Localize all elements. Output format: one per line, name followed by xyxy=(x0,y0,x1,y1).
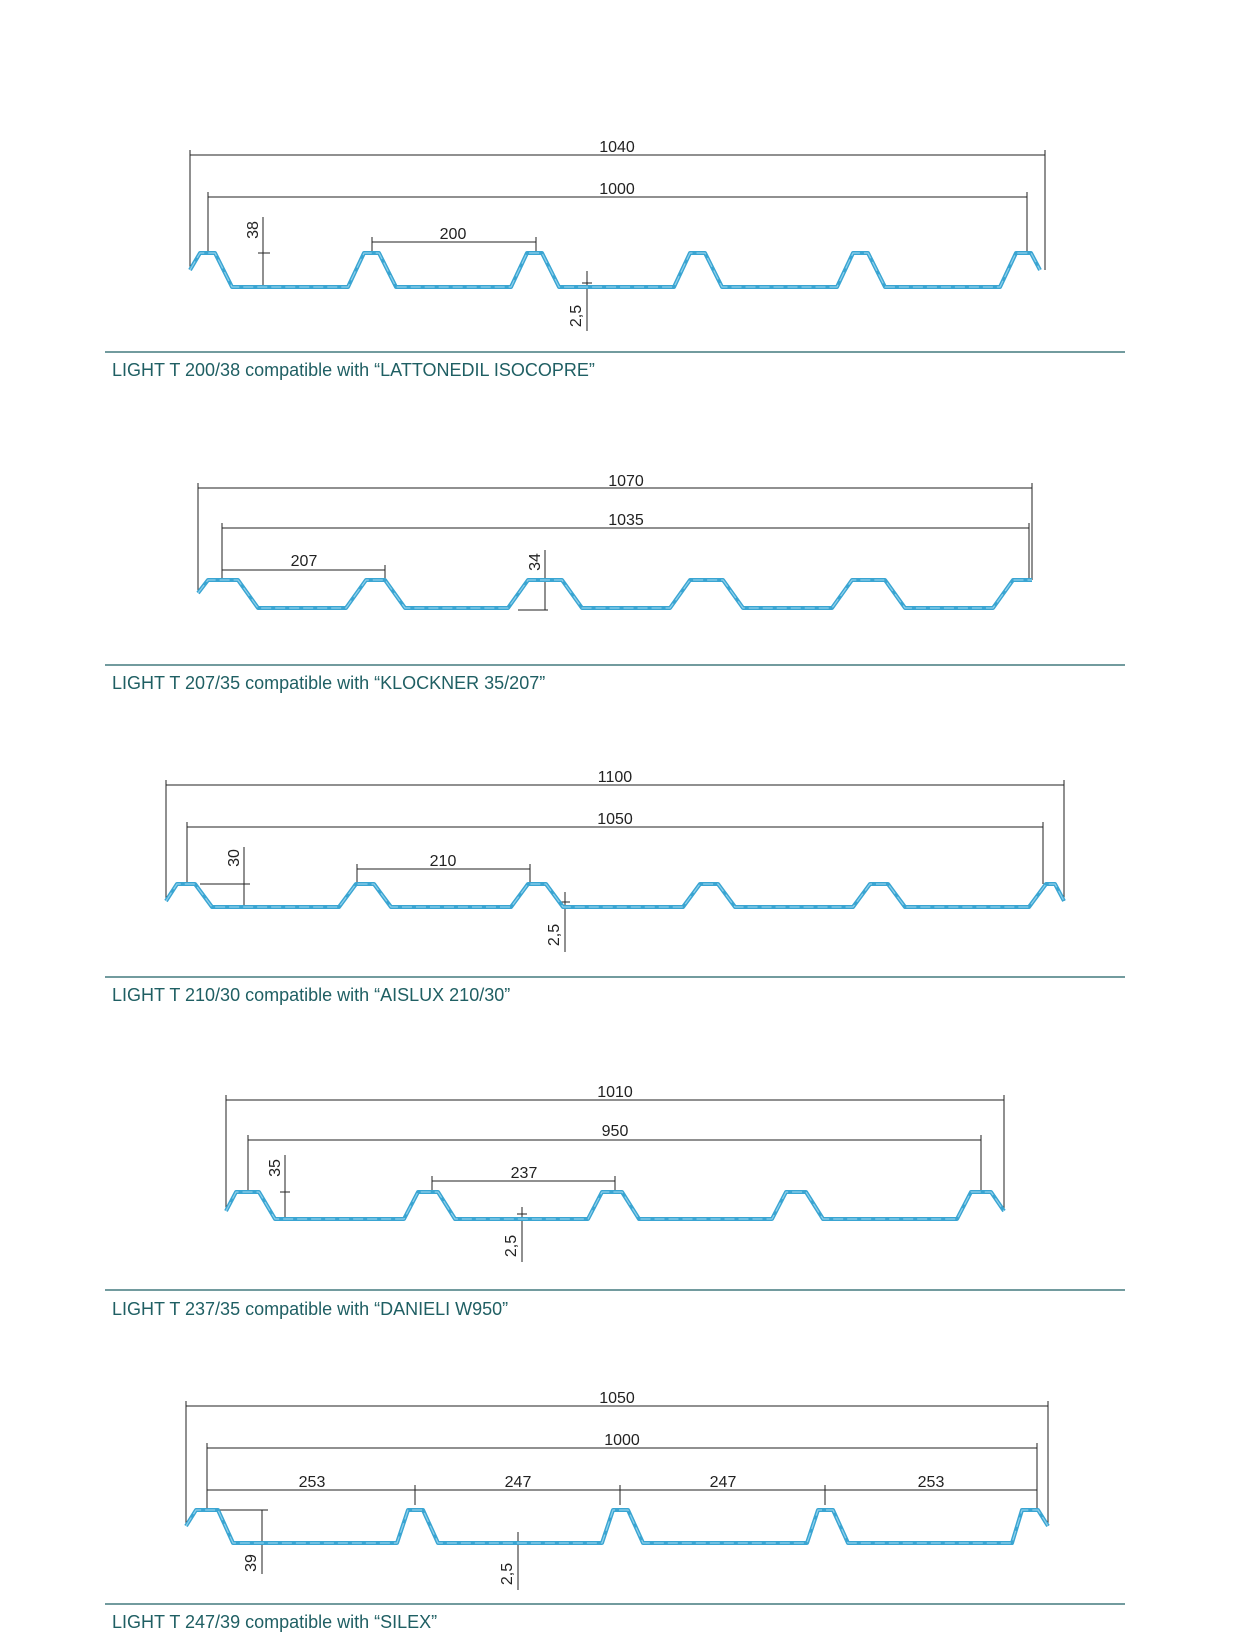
profile-5-sheet xyxy=(186,1510,1048,1543)
profile-4 xyxy=(105,1084,1125,1319)
profile-1-sheet xyxy=(190,253,1040,287)
profile-5-covering-width: 1000 xyxy=(604,1432,640,1449)
profile-2-rib-height: 34 xyxy=(527,553,544,571)
profile-2-total-width: 1070 xyxy=(608,473,644,490)
profile-3 xyxy=(105,769,1125,1005)
profile-2-sheet xyxy=(198,580,1032,608)
profile-5-rib-height: 39 xyxy=(243,1554,260,1572)
profile-3-sheet xyxy=(166,884,1064,907)
profile-2-dimension-lines xyxy=(198,483,1032,610)
profile-5-caption: LIGHT T 247/39 compatible with “SILEX” xyxy=(112,1612,438,1632)
profile-3-caption: LIGHT T 210/30 compatible with “AISLUX 210/30” xyxy=(112,985,511,1005)
profile-4-covering-width: 950 xyxy=(601,1123,629,1140)
profile-1-rib-height: 38 xyxy=(245,221,262,239)
profile-1-rib-pitch: 200 xyxy=(439,226,467,243)
profile-1-covering-width: 1000 xyxy=(599,181,635,198)
profile-4-total-width: 1010 xyxy=(597,1084,633,1101)
profile-5-spacing-1: 253 xyxy=(298,1474,326,1491)
profile-5-spacing-3: 247 xyxy=(709,1474,737,1491)
profile-1-dimension-lines xyxy=(190,150,1045,331)
profile-5-spacing-4: 253 xyxy=(917,1474,945,1491)
profile-1 xyxy=(105,139,1125,380)
profile-3-rib-pitch: 210 xyxy=(429,853,457,870)
profile-3-thickness: 2,5 xyxy=(546,923,563,947)
profile-3-dimension-lines xyxy=(166,780,1064,952)
profile-3-total-width: 1100 xyxy=(597,769,633,786)
profile-1-total-width: 1040 xyxy=(599,139,635,156)
profile-4-caption: LIGHT T 237/35 compatible with “DANIELI W950” xyxy=(112,1299,509,1319)
profile-5-spacing-2: 247 xyxy=(504,1474,532,1491)
profile-1-caption: LIGHT T 200/38 compatible with “LATTONEDIL ISOCOPRE” xyxy=(112,360,595,380)
profile-2-caption: LIGHT T 207/35 compatible with “KLOCKNER 35/207” xyxy=(112,673,546,693)
profile-5-thickness: 2,5 xyxy=(499,1562,516,1586)
profile-4-dimension-lines xyxy=(226,1095,1004,1262)
profile-5-total-width: 1050 xyxy=(599,1390,635,1407)
profile-1-thickness: 2,5 xyxy=(568,304,585,328)
profile-4-thickness: 2,5 xyxy=(503,1234,520,1258)
profile-3-rib-height: 30 xyxy=(226,849,243,867)
profile-2-covering-width: 1035 xyxy=(608,512,644,529)
profile-5 xyxy=(105,1390,1125,1632)
profile-5-dimension-lines xyxy=(186,1401,1048,1590)
profile-3-covering-width: 1050 xyxy=(597,811,633,828)
profile-4-rib-pitch: 237 xyxy=(510,1165,538,1182)
profile-4-rib-height: 35 xyxy=(267,1159,284,1177)
profile-4-sheet xyxy=(226,1192,1004,1219)
profile-2 xyxy=(105,473,1125,693)
profile-2-rib-pitch: 207 xyxy=(290,553,318,570)
